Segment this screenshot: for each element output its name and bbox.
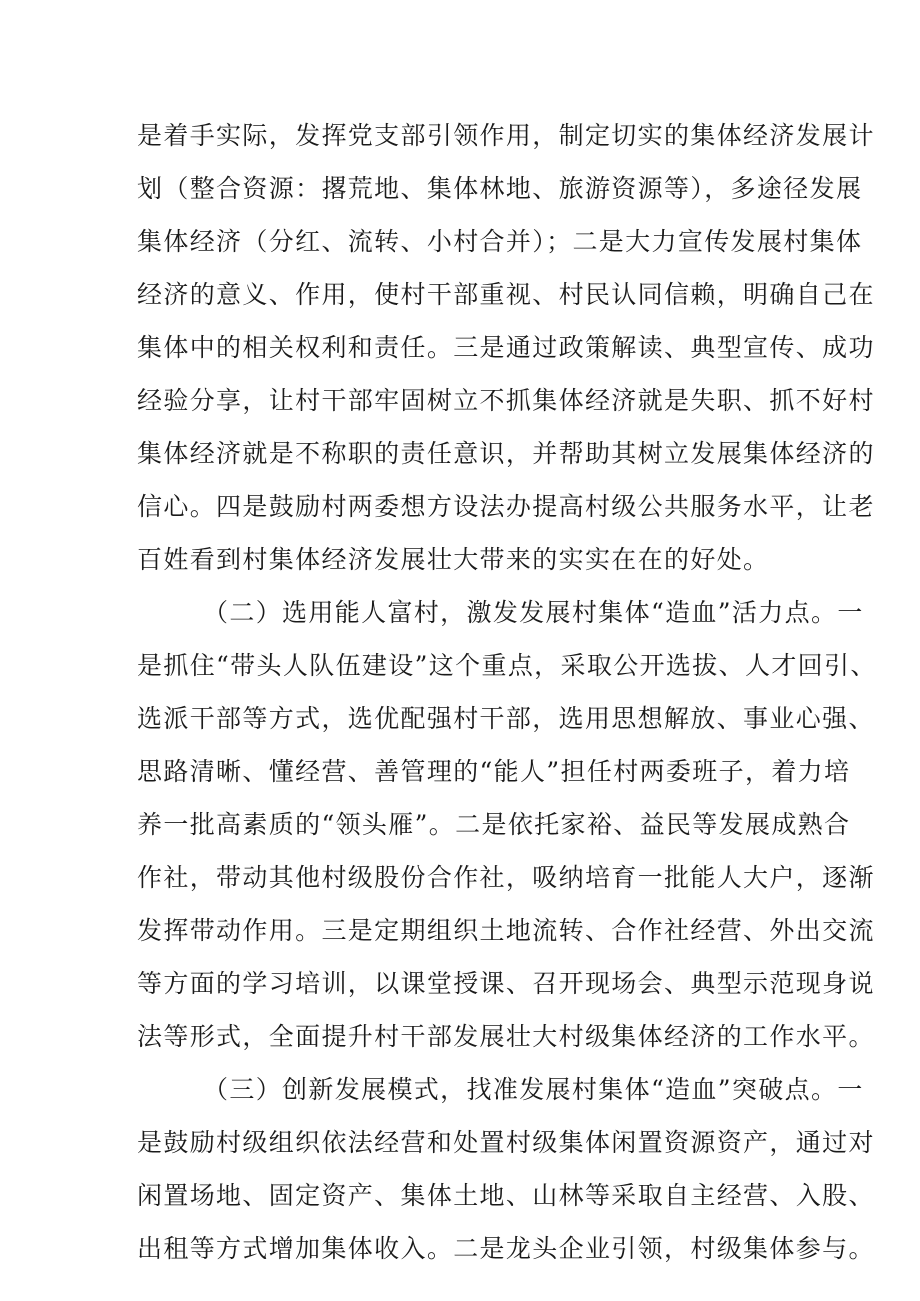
text-line: 集体经济（分红、流转、小村合并）；二是大力宣传发展村集体: [137, 227, 863, 256]
text-line: 百姓看到村集体经济发展壮大带来的实实在在的好处。: [137, 545, 770, 574]
text-line: 出租等方式增加集体收入。二是龙头企业引领，村级集体参与。: [137, 1234, 875, 1263]
text-line: 养一批高素质的“领头雁”。二是依托家裕、益民等发展成熟合: [137, 810, 851, 839]
text-line: 划（整合资源：撂荒地、集体林地、旅游资源等），多途径发展: [137, 174, 863, 203]
text-line: 思路清晰、懂经营、善管理的“能人”担任村两委班子，着力培: [137, 757, 851, 786]
text-line: 是鼓励村级组织依法经营和处置村级集体闲置资源资产，通过对: [137, 1128, 875, 1157]
text-line: 经验分享，让村干部牢固树立不抓集体经济就是失职、抓不好村: [137, 386, 875, 415]
text-line: 选派干部等方式，选优配强村干部，选用思想解放、事业心强、: [137, 704, 875, 733]
text-line: 集体经济就是不称职的责任意识，并帮助其树立发展集体经济的: [137, 439, 875, 468]
text-line: 闲置场地、固定资产、集体土地、山林等采取自主经营、入股、: [137, 1181, 875, 1210]
text-line: 法等形式，全面提升村干部发展壮大村级集体经济的工作水平。: [137, 1022, 875, 1051]
text-line: 是着手实际，发挥党支部引领作用，制定切实的集体经济发展计: [137, 121, 875, 150]
paragraph-heading-line: （二）选用能人富村，激发发展村集体“造血”活力点。一: [203, 598, 864, 627]
text-line: 集体中的相关权利和责任。三是通过政策解读、典型宣传、成功: [137, 333, 875, 362]
text-line: 发挥带动作用。三是定期组织土地流转、合作社经营、外出交流: [137, 916, 875, 945]
text-line: 作社，带动其他村级股份合作社，吸纳培育一批能人大户，逐渐: [137, 863, 875, 892]
text-line: 等方面的学习培训，以课堂授课、召开现场会、典型示范现身说: [137, 969, 875, 998]
text-line: 经济的意义、作用，使村干部重视、村民认同信赖，明确自己在: [137, 280, 875, 309]
paragraph-heading-line: （三）创新发展模式，找准发展村集体“造血”突破点。一: [203, 1075, 864, 1104]
text-line: 是抓住“带头人队伍建设”这个重点，采取公开选拔、人才回引、: [137, 651, 877, 680]
text-line: 信心。四是鼓励村两委想方设法办提高村级公共服务水平，让老: [137, 492, 875, 521]
